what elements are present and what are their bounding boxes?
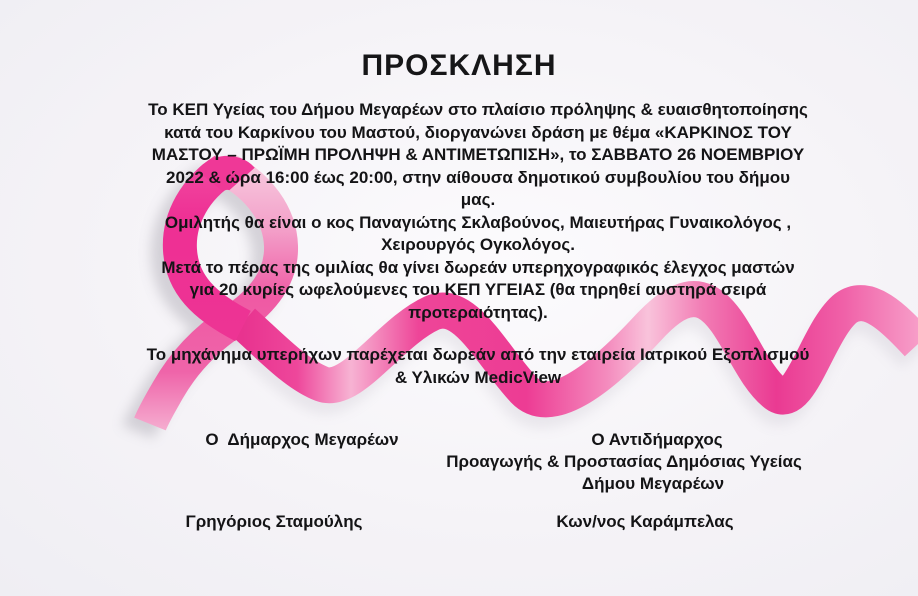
body-line-2: κατά του Καρκίνου του Μαστού, διοργανώνει δράση με θέμα «ΚΑΡΚΙΝΟΣ ΤΟΥ (164, 122, 792, 142)
page-title: ΠΡΟΣΚΛΗΣΗ (361, 49, 557, 82)
body-line-9: για 20 κυρίες ωφελούμενες του ΚΕΠ ΥΓΕΙΑΣ (θα τηρηθεί αυστηρά σειρά (189, 280, 767, 299)
invitation-body (137, 99, 819, 324)
body-line-7: Χειρουργός Ογκολόγος. (381, 235, 575, 254)
body-line-8: Μετά το πέρας της ομιλίας θα γίνει δωρεάν υπερηχογραφικός έλεγχος μαστών (161, 257, 795, 277)
sponsor-line-2: & Υλικών MedicView (394, 367, 562, 387)
body-line-3: ΜΑΣΤΟΥ – ΠΡΩΪΜΗ ΠΡΟΛΗΨΗ & ΑΝΤΙΜΕΤΩΠΙΣΗ», το ΣΑΒΒΑΤΟ 26 ΝΟΕΜΒΡΙΟΥ (151, 145, 805, 164)
signature-right-role-line-1: Ο Αντιδήμαρχος (591, 430, 723, 449)
sponsor-note (117, 344, 839, 389)
signature-right-role-line-2: Προαγωγής & Προστασίας Δημόσιας Υγείας (446, 452, 802, 471)
sponsor-line-1: Το μηχάνημα υπερήχων παρέχεται δωρεάν από την εταιρεία Ιατρικού Εξοπλισμού (146, 345, 810, 364)
body-line-5: μας. (460, 190, 496, 209)
signature-right-name: Κων/νος Καράμπελας (556, 512, 734, 531)
body-line-10: προτεραιότητας). (408, 302, 548, 322)
signature-left-name: Γρηγόριος Σταμούλης (185, 512, 363, 531)
signature-right-role-line-3: Δήμου Μεγαρέων (581, 474, 725, 493)
body-line-1: Το ΚΕΠ Υγείας του Δήμου Μεγαρέων στο πλαίσιο πρόληψης & ευαισθητοποίησης (148, 100, 808, 119)
body-line-6: Ομιλητής θα είναι ο κος Παναγιώτης Σκλαβούνος, Μαιευτήρας Γυναικολόγος , (164, 212, 792, 232)
signature-left-role: Ο Δήμαρχος Μεγαρέων (205, 430, 399, 449)
body-line-4: 2022 & ώρα 16:00 έως 20:00, στην αίθουσα δημοτικού συμβουλίου του δήμου (165, 167, 791, 187)
